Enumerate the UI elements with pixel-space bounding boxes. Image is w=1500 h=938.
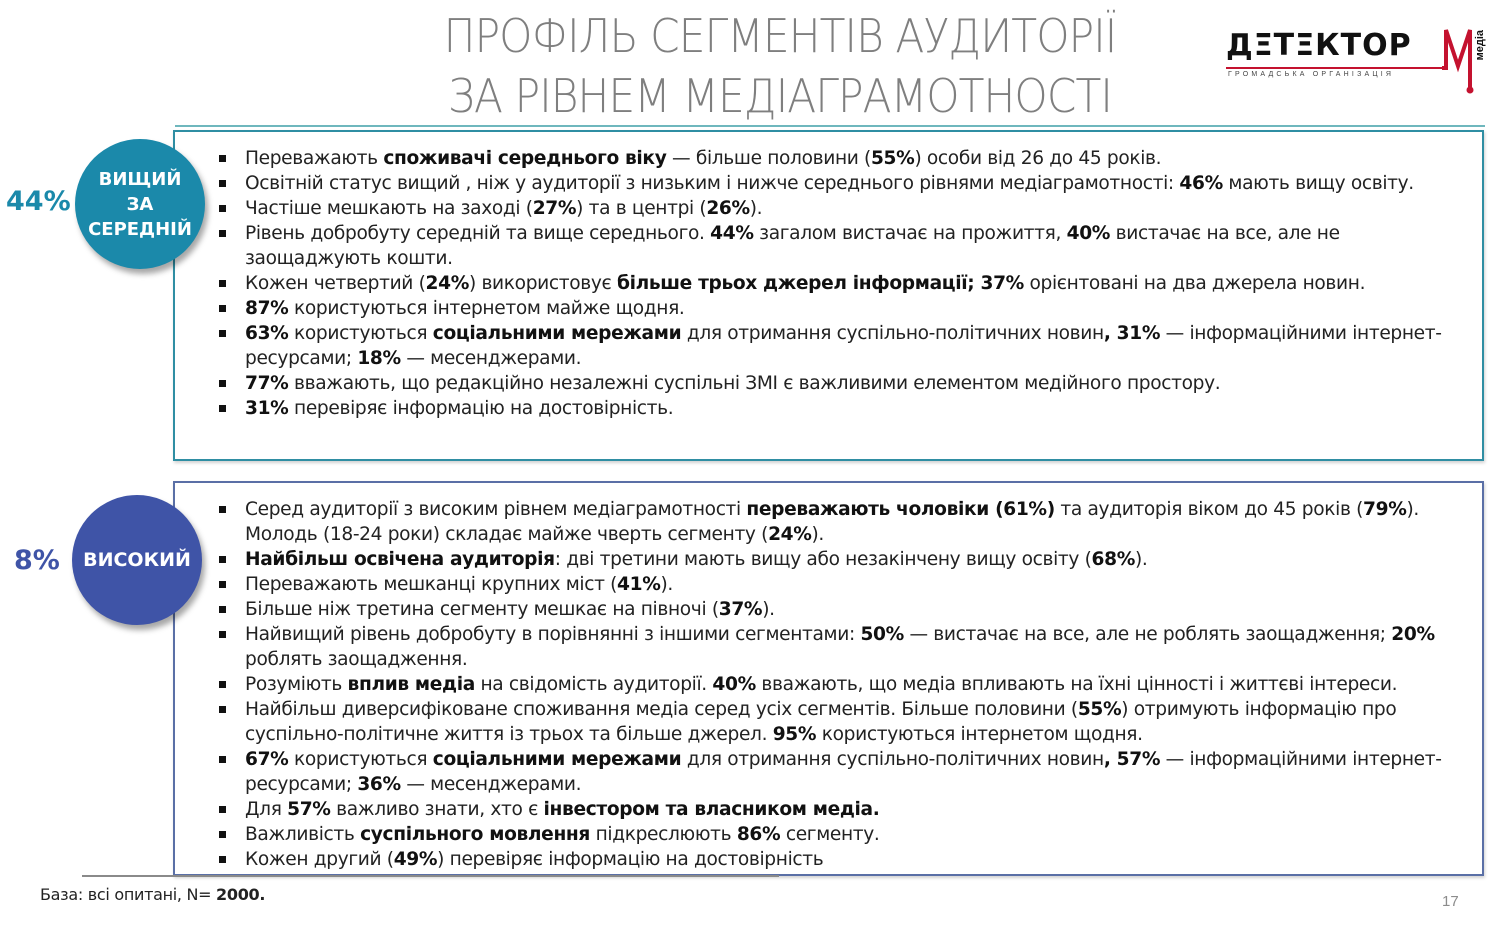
bullet-text: Кожен другий (	[245, 849, 394, 870]
bullet-emphasis: 79%	[1363, 499, 1407, 520]
bullet-square-icon	[219, 305, 226, 312]
bullet-item	[217, 622, 1472, 672]
bullet-item	[217, 171, 1472, 196]
slide-title	[366, 6, 1194, 126]
title-line-1: ПРОФІЛЬ СЕГМЕНТІВ АУДИТОРІЇ	[443, 9, 1117, 63]
bullet-text: Рівень добробуту середній та вище середнього.	[245, 223, 711, 244]
bullet-text: — інформаційними інтернет-ресурсами;	[245, 749, 1442, 795]
bullet-square-icon	[219, 706, 226, 713]
bullet-item	[217, 697, 1472, 747]
page-number: 17	[1442, 893, 1459, 910]
title-divider	[175, 125, 1485, 127]
bullet-emphasis: 37%	[718, 599, 763, 620]
bullet-text: ) перевіряє інформацію на достовірність	[437, 849, 824, 870]
bullet-emphasis: 55%	[870, 148, 915, 169]
bullet-list	[217, 146, 1472, 421]
segment-box-high	[173, 481, 1484, 876]
bullet-text: Серед аудиторії з високим рівнем медіаграмотності	[245, 499, 747, 520]
bullet-text: вважають, що медіа впливають на їхні цінності і життєві інтереси.	[755, 674, 1398, 695]
segment-label-line-2: ЗА СЕРЕДНІЙ	[88, 193, 192, 240]
bullet-item	[217, 822, 1472, 847]
bullet-text: : дві третини мають вищу або незакінчену вищу освіту (	[554, 549, 1092, 570]
bullet-text: ) та в центрі (	[576, 198, 707, 219]
bullet-emphasis: 46%	[1179, 173, 1223, 194]
bullet-item	[217, 747, 1472, 797]
bullet-square-icon	[219, 205, 226, 212]
bullet-text: перевіряє інформацію на достовірність.	[288, 398, 674, 419]
bullet-square-icon	[219, 831, 226, 838]
bullet-square-icon	[219, 606, 226, 613]
bullet-item	[217, 597, 1472, 622]
bullet-emphasis: 49%	[393, 849, 438, 870]
bullet-text: Найбільш диверсифіковане споживання медіа серед усіх сегментів. Більше половини (	[245, 699, 1078, 720]
segment-label-line-1: ВИЩИЙ	[98, 168, 182, 190]
bullet-text: Найвищий рівень добробуту в порівнянні з іншими сегментами:	[245, 624, 861, 645]
bullet-square-icon	[219, 681, 226, 688]
bullet-item	[217, 672, 1472, 697]
bullet-square-icon	[219, 230, 226, 237]
bullet-emphasis: 18%	[357, 348, 401, 369]
bullet-emphasis: 24%	[768, 524, 812, 545]
bullet-emphasis: 40%	[1066, 223, 1111, 244]
bullet-item	[217, 146, 1472, 171]
bullet-text: Для	[245, 799, 288, 820]
bullet-item	[217, 572, 1472, 597]
bullet-square-icon	[219, 506, 226, 513]
bullet-text: ).	[660, 574, 673, 595]
bullet-text: — більше половини (	[666, 148, 871, 169]
bullet-square-icon	[219, 631, 226, 638]
bullet-text: — месенджерами.	[400, 348, 582, 369]
bullet-emphasis: споживачі середнього віку	[383, 148, 667, 169]
segment-badge-high	[72, 495, 202, 625]
segment-label: ВИСОКИЙ	[83, 549, 191, 571]
bullet-text: роблять заощадження.	[245, 649, 468, 670]
bullet-square-icon	[219, 756, 226, 763]
bullet-text: — інформаційними інтернет-ресурсами;	[245, 323, 1442, 369]
logo-wordmark: ДΞТΞКТОР	[1226, 28, 1412, 63]
bullet-text: ). Молодь (18-24 роки) складає майже чверть сегменту (	[245, 499, 1419, 545]
bullet-text: — вистачає на все, але не роблять заощадження;	[903, 624, 1392, 645]
bullet-square-icon	[219, 380, 226, 387]
bullet-text: для отримання суспільно-політичних новин	[681, 323, 1104, 344]
bullet-text: ).	[749, 198, 763, 219]
bullet-text: Переважають мешканці крупних міст (	[245, 574, 618, 595]
bullet-list	[217, 497, 1472, 872]
bullet-text: Важливість	[245, 824, 361, 845]
bullet-text: ) особи від 26 до 45 років.	[914, 148, 1162, 169]
bullet-emphasis: 87%	[245, 298, 289, 319]
logo-underline	[1226, 67, 1448, 69]
bullet-text: на свідомість аудиторії.	[474, 674, 713, 695]
bullet-emphasis: 41%	[617, 574, 661, 595]
bullet-square-icon	[219, 581, 226, 588]
bullet-emphasis: 24%	[425, 273, 469, 294]
bullet-emphasis: більше трьох джерел інформації; 37%	[616, 273, 1024, 294]
bullet-text: Розуміють	[245, 674, 348, 695]
bullet-item	[217, 321, 1472, 371]
bullet-item	[217, 271, 1472, 296]
bullet-emphasis: 40%	[712, 674, 756, 695]
bullet-emphasis: соціальними мережами	[432, 749, 682, 770]
bullet-text: та аудиторія віком до 45 років (	[1054, 499, 1364, 520]
bullet-text: користуються	[288, 749, 433, 770]
bullet-text: орієнтовані на два джерела новин.	[1023, 273, 1366, 294]
bullet-emphasis: 95%	[772, 724, 817, 745]
segment-percent: 44%	[6, 186, 71, 217]
bullet-item	[217, 847, 1472, 872]
bullet-text: Освітній статус вищий , ніж у аудиторії з низьким і нижче середнього рівнями медіаграмотності:	[245, 173, 1180, 194]
bullet-text: вважають, що редакційно незалежні суспільні ЗМІ є важливими елементом медійного простору.	[288, 373, 1221, 394]
bullet-text: Кожен четвертий (	[245, 273, 426, 294]
bullet-emphasis: 27%	[532, 198, 577, 219]
bullet-emphasis: переважають чоловіки (61%)	[746, 499, 1055, 520]
bullet-text: сегменту.	[780, 824, 880, 845]
bullet-item	[217, 221, 1472, 271]
segment-badge-above-average	[75, 139, 205, 269]
bullet-text: Більше ніж третина сегменту мешкає на півночі (	[245, 599, 719, 620]
bullet-text: Частіше мешкають на заході (	[245, 198, 533, 219]
base-n: 2000.	[216, 885, 266, 904]
bullet-text: вистачає на все, але не заощаджують кошти.	[245, 223, 1340, 269]
bullet-square-icon	[219, 280, 226, 287]
bullet-emphasis: 36%	[357, 774, 401, 795]
bullet-item	[217, 371, 1472, 396]
base-note	[40, 885, 265, 904]
bullet-text: користуються інтернетом щодня.	[816, 724, 1143, 745]
bullet-emphasis: соціальними мережами	[432, 323, 682, 344]
bullet-emphasis: 20%	[1391, 624, 1435, 645]
bullet-emphasis: вплив медіа	[347, 674, 475, 695]
bullet-item	[217, 797, 1472, 822]
logo-m-icon	[1440, 26, 1476, 98]
bullet-emphasis: , 31%	[1103, 323, 1161, 344]
bullet-square-icon	[219, 155, 226, 162]
bullet-emphasis: 67%	[245, 749, 289, 770]
bullet-emphasis: суспільного мовлення	[360, 824, 591, 845]
bullet-emphasis: 26%	[706, 198, 750, 219]
bullet-emphasis: 31%	[245, 398, 289, 419]
bullet-text: мають вищу освіту.	[1222, 173, 1414, 194]
bullet-square-icon	[219, 806, 226, 813]
bullet-item	[217, 497, 1472, 547]
segment-percent: 8%	[14, 545, 60, 576]
bullet-emphasis: Найбільш освічена аудиторія	[245, 549, 555, 570]
bullet-emphasis: інвестором та власником медіа.	[543, 799, 880, 820]
bullet-square-icon	[219, 556, 226, 563]
bullet-square-icon	[219, 856, 226, 863]
bullet-square-icon	[219, 405, 226, 412]
bullet-emphasis: 77%	[245, 373, 289, 394]
bullet-emphasis: 57%	[287, 799, 331, 820]
logo-subtitle: ГРОМАДСЬКА ОРГАНІЗАЦІЯ	[1228, 71, 1395, 78]
bullet-item	[217, 547, 1472, 572]
bullet-text: — месенджерами.	[400, 774, 582, 795]
bullet-emphasis: 50%	[860, 624, 904, 645]
footer-divider	[82, 875, 779, 877]
bullet-text: ) отримують інформацію про суспільно-політичне життя із трьох та більше джерел.	[245, 699, 1397, 745]
bullet-emphasis: 55%	[1077, 699, 1122, 720]
bullet-square-icon	[219, 180, 226, 187]
bullet-text: важливо знати, хто є	[330, 799, 544, 820]
bullet-text: ).	[1135, 549, 1148, 570]
bullet-emphasis: 68%	[1091, 549, 1136, 570]
bullet-emphasis: 44%	[710, 223, 754, 244]
bullet-item	[217, 296, 1472, 321]
bullet-square-icon	[219, 330, 226, 337]
segment-box-above-average	[173, 130, 1484, 461]
base-text: База: всі опитані, N=	[40, 885, 217, 904]
detector-media-logo	[1222, 26, 1492, 98]
bullet-item	[217, 196, 1472, 221]
logo-media-label: медіа	[1474, 30, 1486, 61]
bullet-text: для отримання суспільно-політичних новин	[681, 749, 1104, 770]
bullet-text: ).	[762, 599, 775, 620]
bullet-item	[217, 396, 1472, 421]
bullet-text: загалом вистачає на прожиття,	[753, 223, 1067, 244]
bullet-text: ).	[811, 524, 824, 545]
bullet-text: підкреслюють	[590, 824, 737, 845]
bullet-text: користуються інтернетом майже щодня.	[288, 298, 685, 319]
bullet-text: ) використовує	[468, 273, 617, 294]
bullet-text: Переважають	[245, 148, 384, 169]
bullet-emphasis: 63%	[245, 323, 289, 344]
bullet-emphasis: , 57%	[1103, 749, 1161, 770]
bullet-emphasis: 86%	[736, 824, 781, 845]
bullet-text: користуються	[288, 323, 433, 344]
title-line-2: ЗА РІВНЕМ МЕДІАГРАМОТНОСТІ	[448, 69, 1112, 123]
